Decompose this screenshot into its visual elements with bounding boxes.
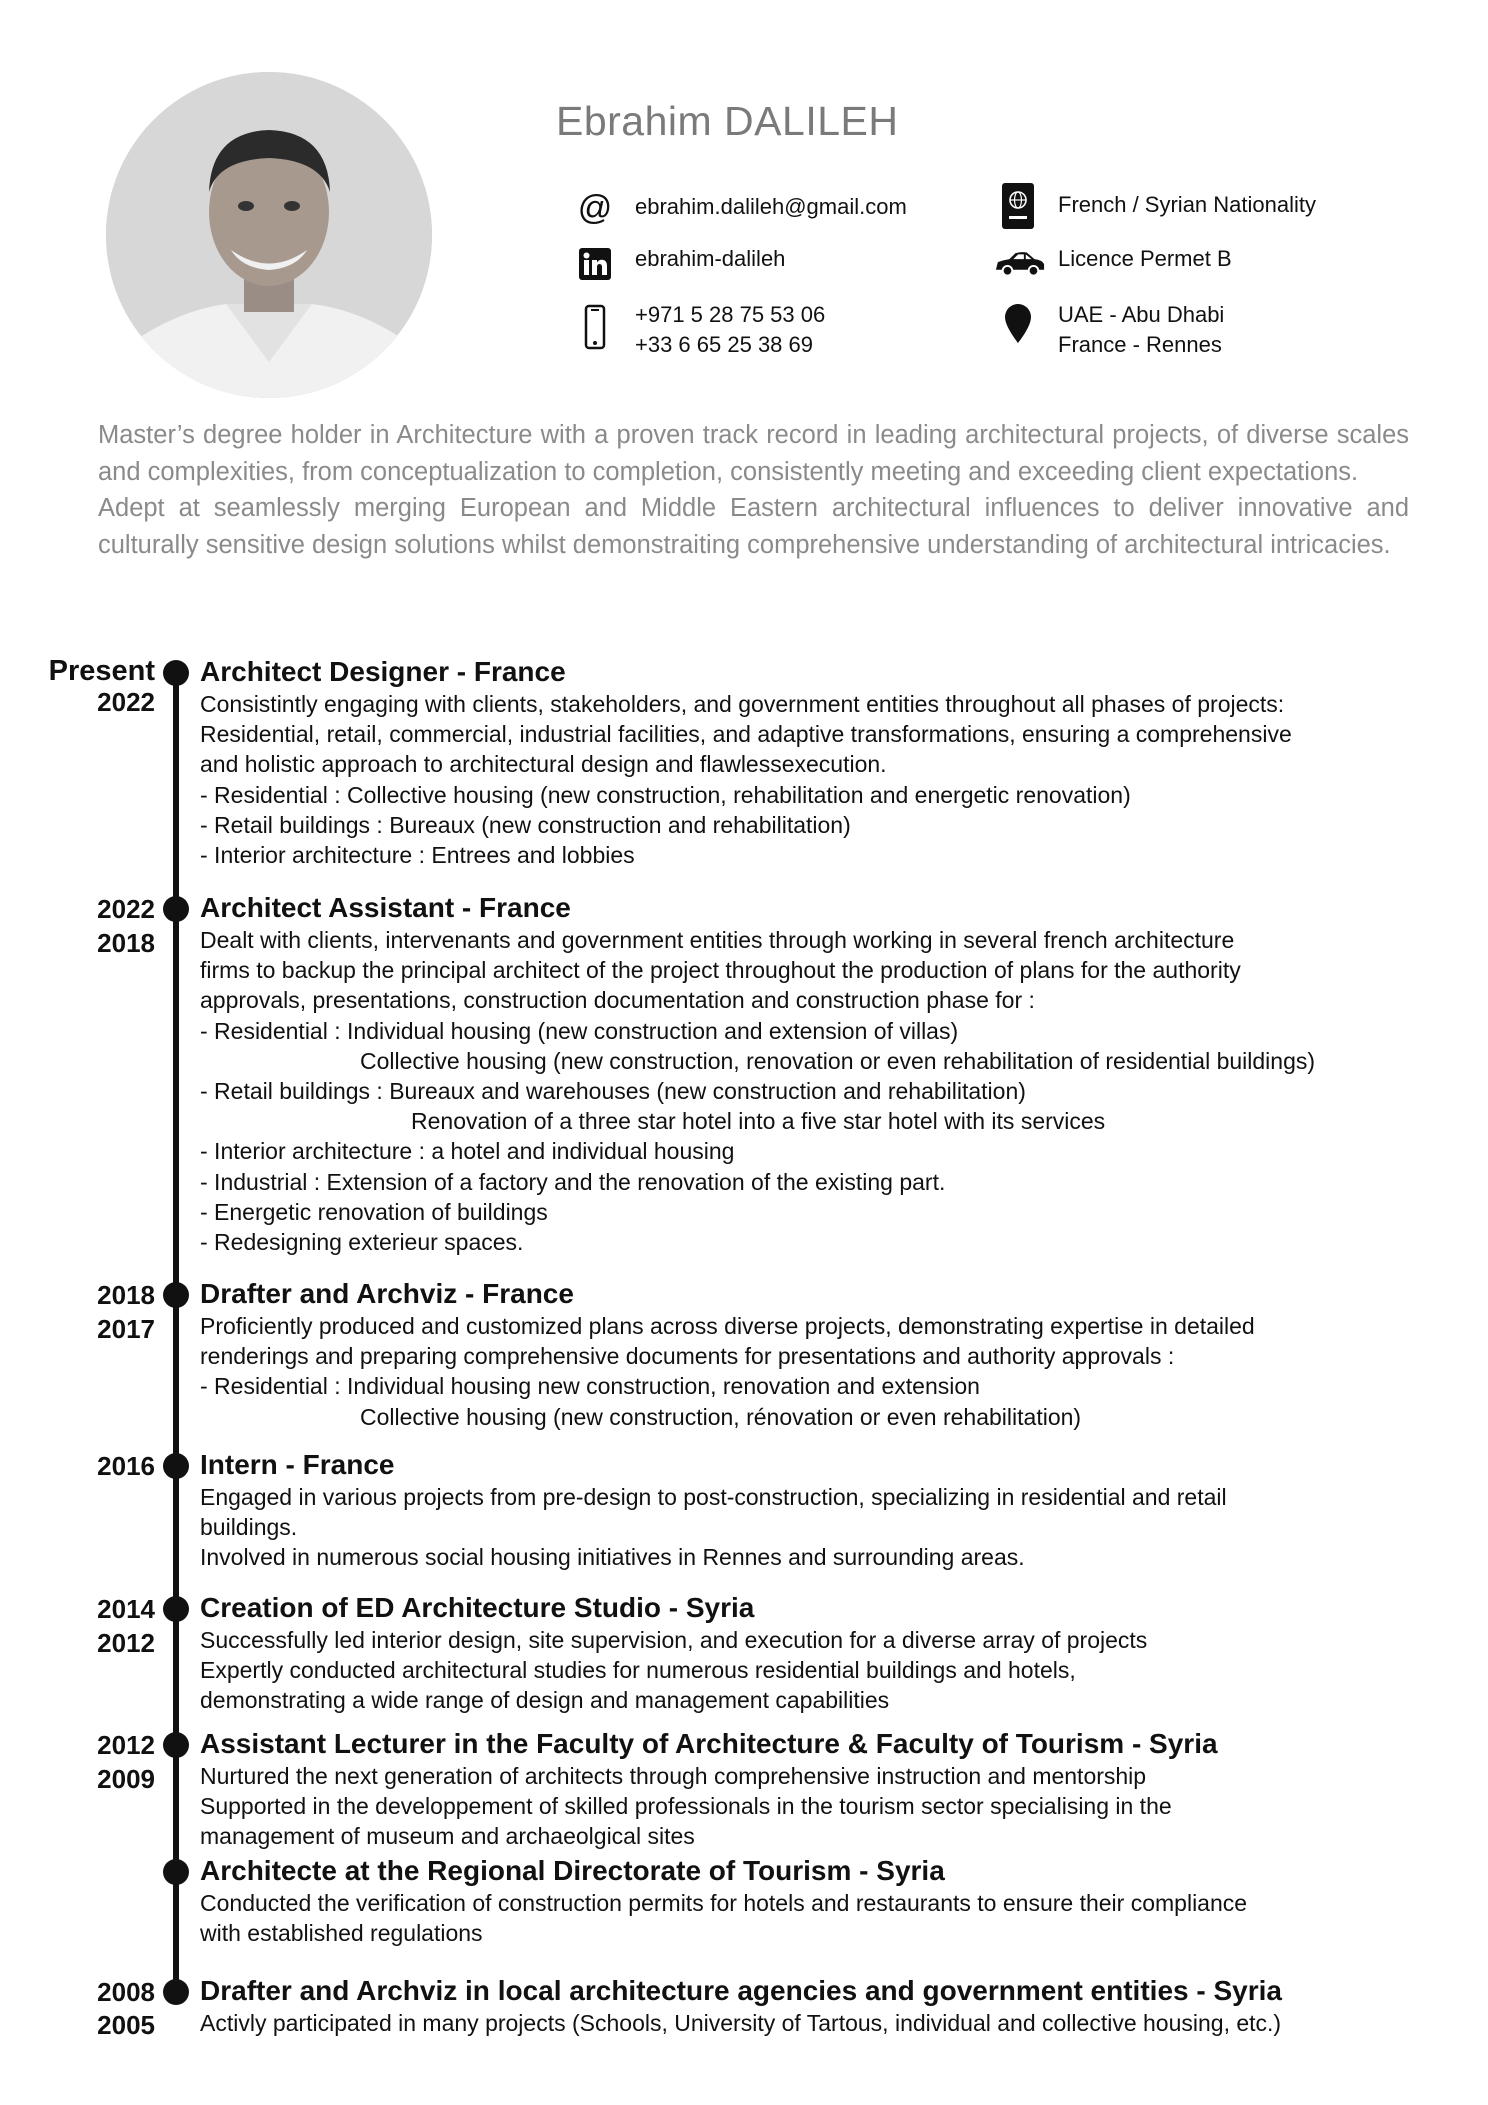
date-end: 2014 <box>97 1594 155 1624</box>
job-description <box>200 689 1428 870</box>
passport-icon <box>998 180 1038 232</box>
description-line: - Interior architecture : a hotel and individual housing <box>200 1138 735 1165</box>
job-description <box>200 1311 1428 1432</box>
description-line: Collective housing (new construction, renovation or even rehabilitation of residential buildings) <box>360 1047 1316 1074</box>
date-start: 2005 <box>97 2010 155 2040</box>
candidate-name: Ebrahim DALILEH <box>556 98 899 144</box>
description-line: - Residential : Collective housing (new construction, rehabilitation and energetic renovation) <box>200 781 1131 808</box>
linkedin-contact <box>575 244 785 284</box>
description-line: Consistintly engaging with clients, stakeholders, and government entities throughout all phases of projects: <box>200 691 1285 717</box>
description-line: and holistic approach to architectural design and flawlessexecution. <box>200 751 887 778</box>
job-description <box>200 1888 1428 1948</box>
date-start: 2012 <box>97 1628 155 1658</box>
timeline-dot <box>163 1453 189 1479</box>
job-title: Architecte at the Regional Directorate of Tourism - Syria <box>200 1855 945 1886</box>
timeline-dot <box>163 1732 189 1758</box>
description-line: renderings and preparing comprehensive documents for presentations and authority approvals : <box>200 1343 1175 1370</box>
licence-text: Licence Permet B <box>1058 246 1232 271</box>
email-contact <box>575 188 907 228</box>
description-line: Successfully led interior design, site supervision, and execution for a diverse array of projects <box>200 1627 1148 1653</box>
description-line: - Residential : Individual housing (new construction and extension of villas) <box>200 1017 959 1044</box>
phone-number-uae[interactable]: +971 5 28 75 53 06 <box>635 302 826 327</box>
description-line: management of museum and archaeolgical sites <box>200 1823 695 1850</box>
job-description <box>200 925 1428 1257</box>
description-line: Collective housing (new construction, rénovation or even rehabilitation) <box>360 1403 1082 1430</box>
timeline-line <box>173 667 179 1995</box>
location-info <box>998 300 1224 360</box>
profile-summary <box>98 417 1409 563</box>
date-start: 2022 <box>97 687 155 717</box>
summary-paragraph-2: Adept at seamlessly merging European and Middle Eastern architectural influences to deliver innovative and culturally sensitive design solutions whilst demonstraiting comprehensive understanding of architectural intricacies. <box>98 494 1409 559</box>
phone-contact <box>575 300 825 360</box>
date-start: 2017 <box>97 1314 155 1344</box>
date-end: 2022 <box>97 894 155 924</box>
description-line: Activly participated in many projects (Schools, University of Tartous, individual and collective housing, etc.) <box>200 2010 1282 2036</box>
description-line: - Energetic renovation of buildings <box>200 1198 548 1225</box>
description-line: Involved in numerous social housing initiatives in Rennes and surrounding areas. <box>200 1544 1025 1571</box>
description-line: Renovation of a three star hotel into a five star hotel with its services <box>411 1108 1106 1135</box>
job-title: Drafter and Archviz - France <box>200 1278 574 1309</box>
description-line: - Industrial : Extension of a factory and the renovation of the existing part. <box>200 1168 946 1195</box>
description-line: Conducted the verification of construction permits for hotels and restaurants to ensure their compliance <box>200 1890 1248 1916</box>
description-line: Supported in the developpement of skilled professionals in the tourism sector specialising in the <box>200 1793 1172 1820</box>
description-line: buildings. <box>200 1514 298 1541</box>
job-description <box>200 1761 1428 1852</box>
linkedin-text[interactable]: ebrahim-dalileh <box>635 246 786 271</box>
description-line: Dealt with clients, intervenants and government entities through working in several french architecture <box>200 927 1235 953</box>
summary-paragraph-1: Master’s degree holder in Architecture with a proven track record in leading architectural projects, of diverse scales and complexities, from conceptualization to completion, consistently meeting and exceeding client expectations. <box>98 421 1409 486</box>
date-end: 2016 <box>97 1451 155 1481</box>
description-line: Engaged in various projects from pre-design to post-construction, specializing in residential and retail <box>200 1484 1227 1510</box>
description-line: with established regulations <box>200 1920 483 1947</box>
job-title: Intern - France <box>200 1449 395 1480</box>
linkedin-icon <box>575 244 615 284</box>
job-description <box>200 2008 1428 2038</box>
date-end: 2012 <box>97 1730 155 1760</box>
location-france: France - Rennes <box>1058 332 1222 357</box>
nationality-text: French / Syrian Nationality <box>1058 192 1316 217</box>
description-line: - Retail buildings : Bureaux (new construction and rehabilitation) <box>200 811 851 838</box>
location-text <box>1058 300 1224 360</box>
date-end: 2018 <box>97 1280 155 1310</box>
location-pin-icon <box>998 300 1038 346</box>
description-line: - Interior architecture : Entrees and lobbies <box>200 842 635 869</box>
description-line: Nurtured the next generation of architects through comprehensive instruction and mentorship <box>200 1763 1147 1789</box>
at-icon: @ <box>577 189 613 227</box>
phone-numbers <box>635 300 825 360</box>
job-title: Architect Assistant - France <box>200 892 571 923</box>
licence-info <box>994 244 1232 284</box>
timeline-dot <box>163 1859 189 1885</box>
date-end: 2008 <box>97 1977 155 2007</box>
date-start: 2018 <box>97 928 155 958</box>
phone-icon <box>575 300 615 354</box>
description-line: - Redesigning exterieur spaces. <box>200 1229 524 1256</box>
timeline-dot <box>163 1596 189 1622</box>
description-line: demonstrating a wide range of design and management capabilities <box>200 1687 890 1714</box>
description-line: approvals, presentations, construction documentation and construction phase for : <box>200 987 1035 1014</box>
description-line: Proficiently produced and customized plans across diverse projects, demonstrating expertise in detailed <box>200 1313 1255 1339</box>
date-start: 2009 <box>97 1764 155 1794</box>
location-uae: UAE - Abu Dhabi <box>1058 302 1225 327</box>
date-end: Present <box>48 655 155 687</box>
description-line: Expertly conducted architectural studies for numerous residential buildings and hotels, <box>200 1657 1076 1684</box>
timeline-dot <box>163 896 189 922</box>
nationality-info <box>998 180 1316 232</box>
email-text[interactable]: ebrahim.dalileh@gmail.com <box>635 194 907 219</box>
timeline-dot <box>163 1979 189 2005</box>
job-description <box>200 1482 1428 1573</box>
car-icon <box>994 244 1046 284</box>
description-line: firms to backup the principal architect of the project throughout the production of plans for the authority <box>200 957 1241 984</box>
job-title: Architect Designer - France <box>200 656 566 687</box>
description-line: - Retail buildings : Bureaux and warehouses (new construction and rehabilitation) <box>200 1078 1026 1105</box>
job-title: Assistant Lecturer in the Faculty of Architecture & Faculty of Tourism - Syria <box>200 1728 1218 1759</box>
timeline-dot <box>163 1282 189 1308</box>
portrait-illustration <box>106 72 432 398</box>
job-title: Creation of ED Architecture Studio - Syria <box>200 1592 755 1623</box>
phone-number-france[interactable]: +33 6 65 25 38 69 <box>635 332 813 357</box>
job-description <box>200 1625 1428 1716</box>
job-title: Drafter and Archviz in local architecture agencies and government entities - Syria <box>200 1975 1282 2006</box>
description-line: - Residential : Individual housing new construction, renovation and extension <box>200 1373 980 1400</box>
timeline-dot <box>163 660 189 686</box>
profile-photo <box>106 72 432 398</box>
description-line: Residential, retail, commercial, industrial facilities, and adaptive transformations, ensuring a comprehensive <box>200 721 1292 748</box>
